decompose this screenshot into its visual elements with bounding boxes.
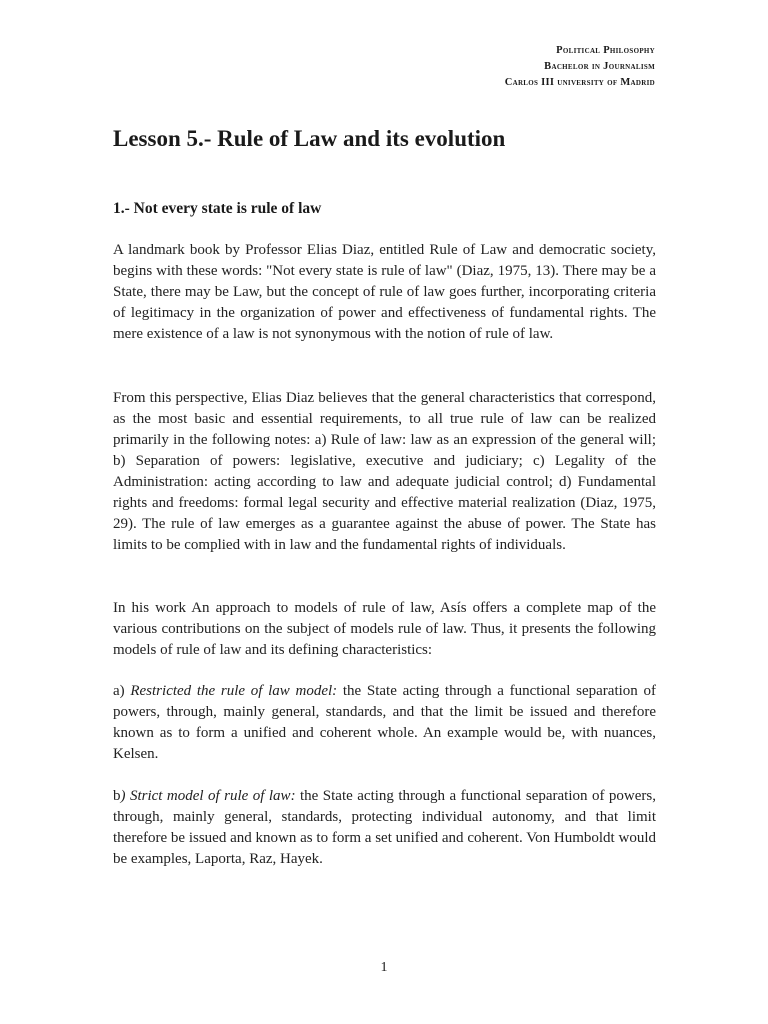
paragraph-2: From this perspective, Elias Diaz believes that the general characteristics that correspond, as the most basic and essential requirements, to all true rule of law can be realized primarily in the following notes: a) Rule of law: law as an expression of the general will; b) Separation of powers: legislative, executive and judiciary; c) Legality of the Administration: acting according to law and adequate judicial control; d) Fundamental rights and freedoms: formal legal security and effective material realization (Diaz, 1975, 29). The rule of law emerges as a guarantee against the abuse of power. The State has limits to be complied with in law and the fundamental rights of individuals. bbox=[113, 390, 656, 553]
paragraph-model-a bbox=[113, 681, 656, 765]
model-b-name: ) Strict model of rule of law: bbox=[120, 788, 296, 804]
model-b-prefix: b bbox=[113, 788, 121, 804]
paragraph-model-b bbox=[113, 786, 656, 870]
lesson-title: Lesson 5.- Rule of Law and its evolution bbox=[113, 126, 506, 151]
section-heading: 1.- Not every state is rule of law bbox=[113, 200, 322, 217]
paragraph-3: In his work An approach to models of rule of law, Asís offers a complete map of the various contributions on the subject of models rule of law. Thus, it presents the following models of rule of law and its defining characteristics: bbox=[113, 600, 656, 658]
paragraph-1: A landmark book by Professor Elias Diaz, entitled Rule of Law and democratic society, begins with these words: "Not every state is rule of law" (Diaz, 1975, 13). There may be a State, there may be Law, but the concept of rule of law goes further, incorporating criteria of legitimacy in the organization of power and effectiveness of fundamental rights. The mere existence of a law is not synonymous with the notion of rule of law. bbox=[113, 242, 656, 342]
model-b-description: the State acting through a functional separation of powers, through, mainly general, standards, protecting individual autonomy, and that limit therefore be issued and known as to form a set unified and coherent. Von Humboldt would be examples, Laporta, Raz, Hayek. bbox=[113, 788, 656, 867]
header-degree: Bachelor in Journalism bbox=[544, 61, 655, 72]
header-course-title: Political Philosophy bbox=[556, 45, 655, 56]
model-a-prefix: a) bbox=[113, 683, 131, 699]
header-university: Carlos III university of Madrid bbox=[504, 77, 655, 88]
page-number: 1 bbox=[380, 960, 388, 975]
model-a-description: the State acting through a functional separation of powers, through, mainly general, standards, and that the limit be issued and therefore known as to form a unified and coherent whole. An example would be, with nuances, Kelsen. bbox=[113, 683, 656, 762]
course-header bbox=[505, 43, 655, 91]
model-a-name: Restricted the rule of law model: bbox=[130, 683, 338, 699]
